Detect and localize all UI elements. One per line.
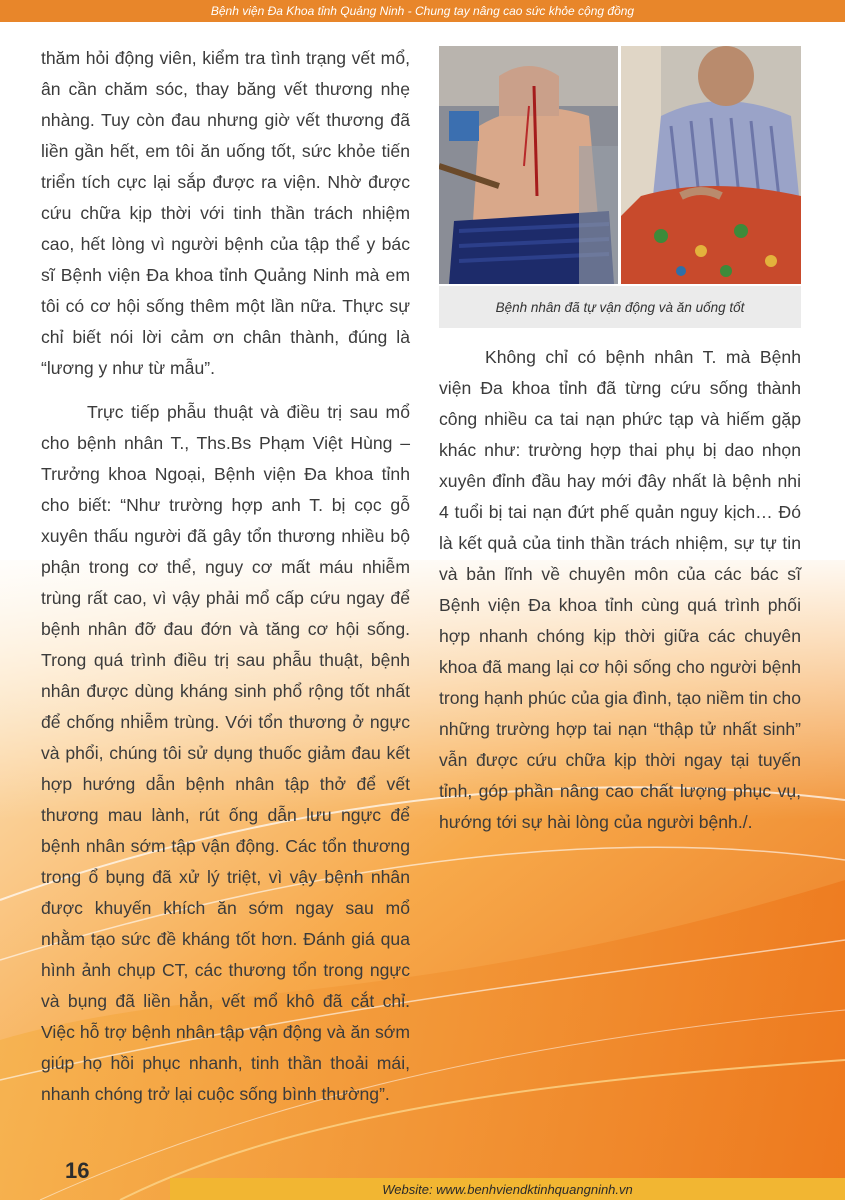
page-number: 16 [65, 1158, 90, 1183]
photo-figure [439, 46, 801, 328]
patient-photo-chest [439, 46, 618, 284]
right-paragraph-1: Không chỉ có bệnh nhân T. mà Bệnh viện Đa khoa tỉnh đã từng cứu sống thành công nhiều ca tai nạn phức tạp và hiếm gặp khác như: trường hợp thai phụ bị dao nhọn xuyên đỉnh đầu hay mới đây nhất là bệnh nhi 4 tuổi bị tai nạn đứt phế quản nguy kịch… Đó là kết quả của tinh thần trách nhiệm, sự tự tin và bản lĩnh về chuyên môn của các bác sĩ Bệnh viện Đa khoa tỉnh cùng quá trình phối hợp nhanh chóng kịp thời giữa các chuyên khoa đã mang lại cơ hội sống cho người bệnh trong hạnh phúc của gia đình, tạo niềm tin cho những trường hợp tai nạn “thập tử nhất sinh” vẫn được cứu chữa kịp thời ngay tại tuyến tỉnh, góp phần nâng cao chất lượng phục vụ, hướng tới sự hài lòng của người bệnh./. [439, 347, 801, 832]
photo-caption-box [439, 286, 801, 328]
patient-photo-eating [621, 46, 801, 284]
left-paragraph-1: thăm hỏi động viên, kiểm tra tình trạng vết mổ, ân cần chăm sóc, thay băng vết thương nhẹ nhàng. Tuy còn đau nhưng giờ vết thương đã liền gần hết, em tôi ăn uống tốt, sức khỏe tiến triển tích cực lại sắp được ra viện. Nhờ được cứu chữa kịp thời với tinh thần trách nhiệm cao, hết lòng vì người bệnh của tập thể y bác sĩ Bệnh viện Đa khoa tỉnh Quảng Ninh mà em tôi có cơ hội sống thêm một lần nữa. Thực sự chỉ biết nói lời cảm ơn chân thành, đúng là “lương y như từ mẫu”. [41, 48, 410, 378]
header-tagline: Bệnh viện Đa Khoa tỉnh Quảng Ninh - Chung tay nâng cao sức khỏe cộng đồng [210, 4, 635, 18]
photo-caption: Bệnh nhân đã tự vận động và ăn uống tốt [495, 299, 745, 315]
website-link: Website: www.benhviendktinhquangninh.vn [382, 1181, 633, 1197]
left-column [41, 43, 410, 1110]
right-column [439, 342, 801, 838]
left-paragraph-2: Trực tiếp phẫu thuật và điều trị sau mổ cho bệnh nhân T., Ths.Bs Phạm Việt Hùng – Trưởng khoa Ngoại, Bệnh viện Đa khoa tỉnh cho biết: “Như trường hợp anh T. bị cọc gỗ xuyên thấu người đã gây tổn thương nhiều bộ phận trong cơ thể, nguy cơ mất máu nhiễm trùng rất cao, vì vậy phải mổ cấp cứu ngay để bệnh nhân đỡ đau đớn và tăng cơ hội sống. Trong quá trình điều trị sau phẫu thuật, bệnh nhân được dùng kháng sinh phổ rộng tốt nhất để chống nhiễm trùng. Với tổn thương ở ngực và phổi, chúng tôi sử dụng thuốc giảm đau kết hợp hướng dẫn bệnh nhân tập thở để vết thương mau lành, rút ống dẫn lưu ngực để bệnh nhân sớm tập vận động. Các tổn thương trong ổ bụng đã xử lý triệt, vì vậy bệnh nhân được khuyến khích ăn sớm ngay sau mổ nhằm tạo sức đề kháng tốt hơn. Đánh giá qua hình ảnh chụp CT, các thương tổn trong ngực và bụng đã liền hẳn, vết mổ khô đã cắt chỉ. Việc hỗ trợ bệnh nhân tập vận động và ăn sớm giúp họ hồi phục nhanh, tinh thần thoải mái, nhanh chóng trở lại cuộc sống bình thường”. [41, 402, 410, 1104]
footer-bar [170, 1178, 845, 1200]
header-bar [0, 0, 845, 22]
